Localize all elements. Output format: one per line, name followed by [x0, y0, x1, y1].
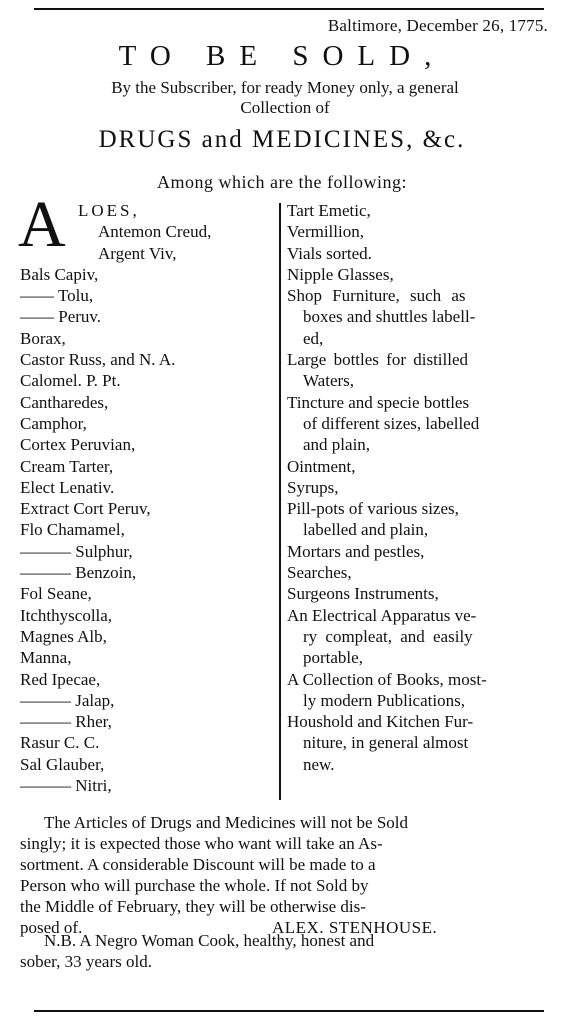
list-item: Elect Lenativ. [20, 477, 115, 497]
terms-line: Person who will purchase the whole. If not Sold by [20, 876, 369, 895]
list-item-continuation: ry compleat, and easily [303, 626, 473, 646]
list-item: Cantharedes, [20, 392, 109, 412]
list-item: Mortars and pestles, [287, 541, 425, 561]
top-rule [34, 8, 544, 10]
dateline: Baltimore, December 26, 1775. [327, 16, 548, 35]
list-item-continuation: boxes and shuttles labell- [303, 307, 476, 327]
page-title: TO BE SOLD, [118, 40, 446, 72]
terms-line: sortment. A considerable Discount will be made to a [20, 855, 376, 874]
list-item: Itchthyscolla, [20, 605, 113, 625]
list-item: Calomel. P. Pt. [20, 371, 121, 391]
list-item: Surgeons Instruments, [287, 584, 439, 604]
list-item: Cream Tarter, [20, 456, 114, 476]
list-item: Nipple Glasses, [287, 264, 394, 284]
nb-line: sober, 33 years old. [20, 952, 152, 971]
subhead: DRUGS and MEDICINES, &c. [98, 126, 466, 153]
list-item: Tincture and specie bottles [287, 392, 470, 412]
terms-line: The Articles of Drugs and Medicines will not be Sold [44, 813, 409, 832]
list-item: Cortex Peruvian, [20, 435, 136, 455]
terms-paragraph [20, 812, 548, 938]
right-column [287, 200, 549, 775]
list-item: An Electrical Apparatus ve- [287, 605, 477, 625]
list-item: Tart Emetic, [287, 201, 371, 220]
list-item: Red Ipecae, [20, 669, 101, 689]
list-item: —— Peruv. [20, 307, 102, 327]
byline-line-1: By the Subscriber, for ready Money only, a general [111, 78, 459, 97]
list-item-continuation: portable, [303, 648, 363, 668]
list-item: ——— Jalap, [20, 690, 115, 710]
byline [20, 78, 550, 118]
nota-bene [20, 930, 548, 972]
list-item: Argent Viv, [98, 243, 177, 263]
list-item: Houshold and Kitchen Fur- [287, 712, 474, 732]
column-divider [279, 203, 281, 800]
byline-line-2: Collection of [240, 98, 330, 117]
list-item-continuation: ed, [303, 328, 324, 348]
terms-line: singly; it is expected those who want will take an As- [20, 834, 383, 853]
list-item-continuation: ly modern Publications, [303, 690, 465, 710]
list-item: ——— Rher, [20, 712, 112, 732]
list-item: Antemon Creud, [98, 222, 212, 242]
list-item: Bals Capiv, [20, 264, 99, 284]
signature: ALEX. STENHOUSE. [272, 918, 438, 937]
list-item: Vermillion, [287, 222, 364, 242]
list-item-continuation: niture, in general almost [303, 733, 469, 753]
list-item: Borax, [20, 328, 66, 348]
list-item: Vials sorted. [287, 243, 372, 263]
list-item: ——— Sulphur, [20, 541, 133, 561]
list-item: Rasur C. C. [20, 733, 100, 753]
list-item: Camphor, [20, 413, 87, 433]
list-item: Manna, [20, 648, 72, 668]
list-item: Sal Glauber, [20, 754, 105, 774]
list-intro: Among which are the following: [157, 172, 407, 192]
list-item: A Collection of Books, most- [287, 669, 487, 689]
bottom-rule [34, 1010, 544, 1012]
list-item: Shop Furniture, such as [287, 286, 466, 306]
list-item-continuation: Waters, [303, 371, 355, 391]
list-item: Magnes Alb, [20, 626, 107, 646]
list-item: ——— Benzoin, [20, 563, 137, 583]
list-item: Flo Chamamel, [20, 520, 125, 540]
list-item: LOES, [78, 201, 140, 220]
list-item: —— Tolu, [20, 286, 94, 306]
list-item-continuation: and plain, [303, 435, 371, 455]
left-column [20, 200, 278, 796]
list-item: Ointment, [287, 456, 356, 476]
drop-cap: A [18, 188, 66, 261]
list-item-continuation: of different sizes, labelled [303, 413, 480, 433]
list-item: Pill-pots of various sizes, [287, 499, 459, 519]
list-item: Extract Cort Peruv, [20, 499, 151, 519]
list-item: Large bottles for distilled [287, 350, 469, 370]
terms-line: the Middle of February, they will be otherwise dis- [20, 897, 366, 916]
list-item: Castor Russ, and N. A. [20, 350, 176, 370]
list-item: Syrups, [287, 477, 339, 497]
list-item: Searches, [287, 563, 352, 583]
list-item-continuation: new. [303, 754, 335, 774]
list-item: Fol Seane, [20, 584, 92, 604]
terms-line: posed of. [20, 918, 83, 937]
list-item: ——— Nitri, [20, 776, 112, 796]
nb-line: N.B. A Negro Woman Cook, healthy, honest and [44, 931, 375, 950]
list-item-continuation: labelled and plain, [303, 520, 429, 540]
